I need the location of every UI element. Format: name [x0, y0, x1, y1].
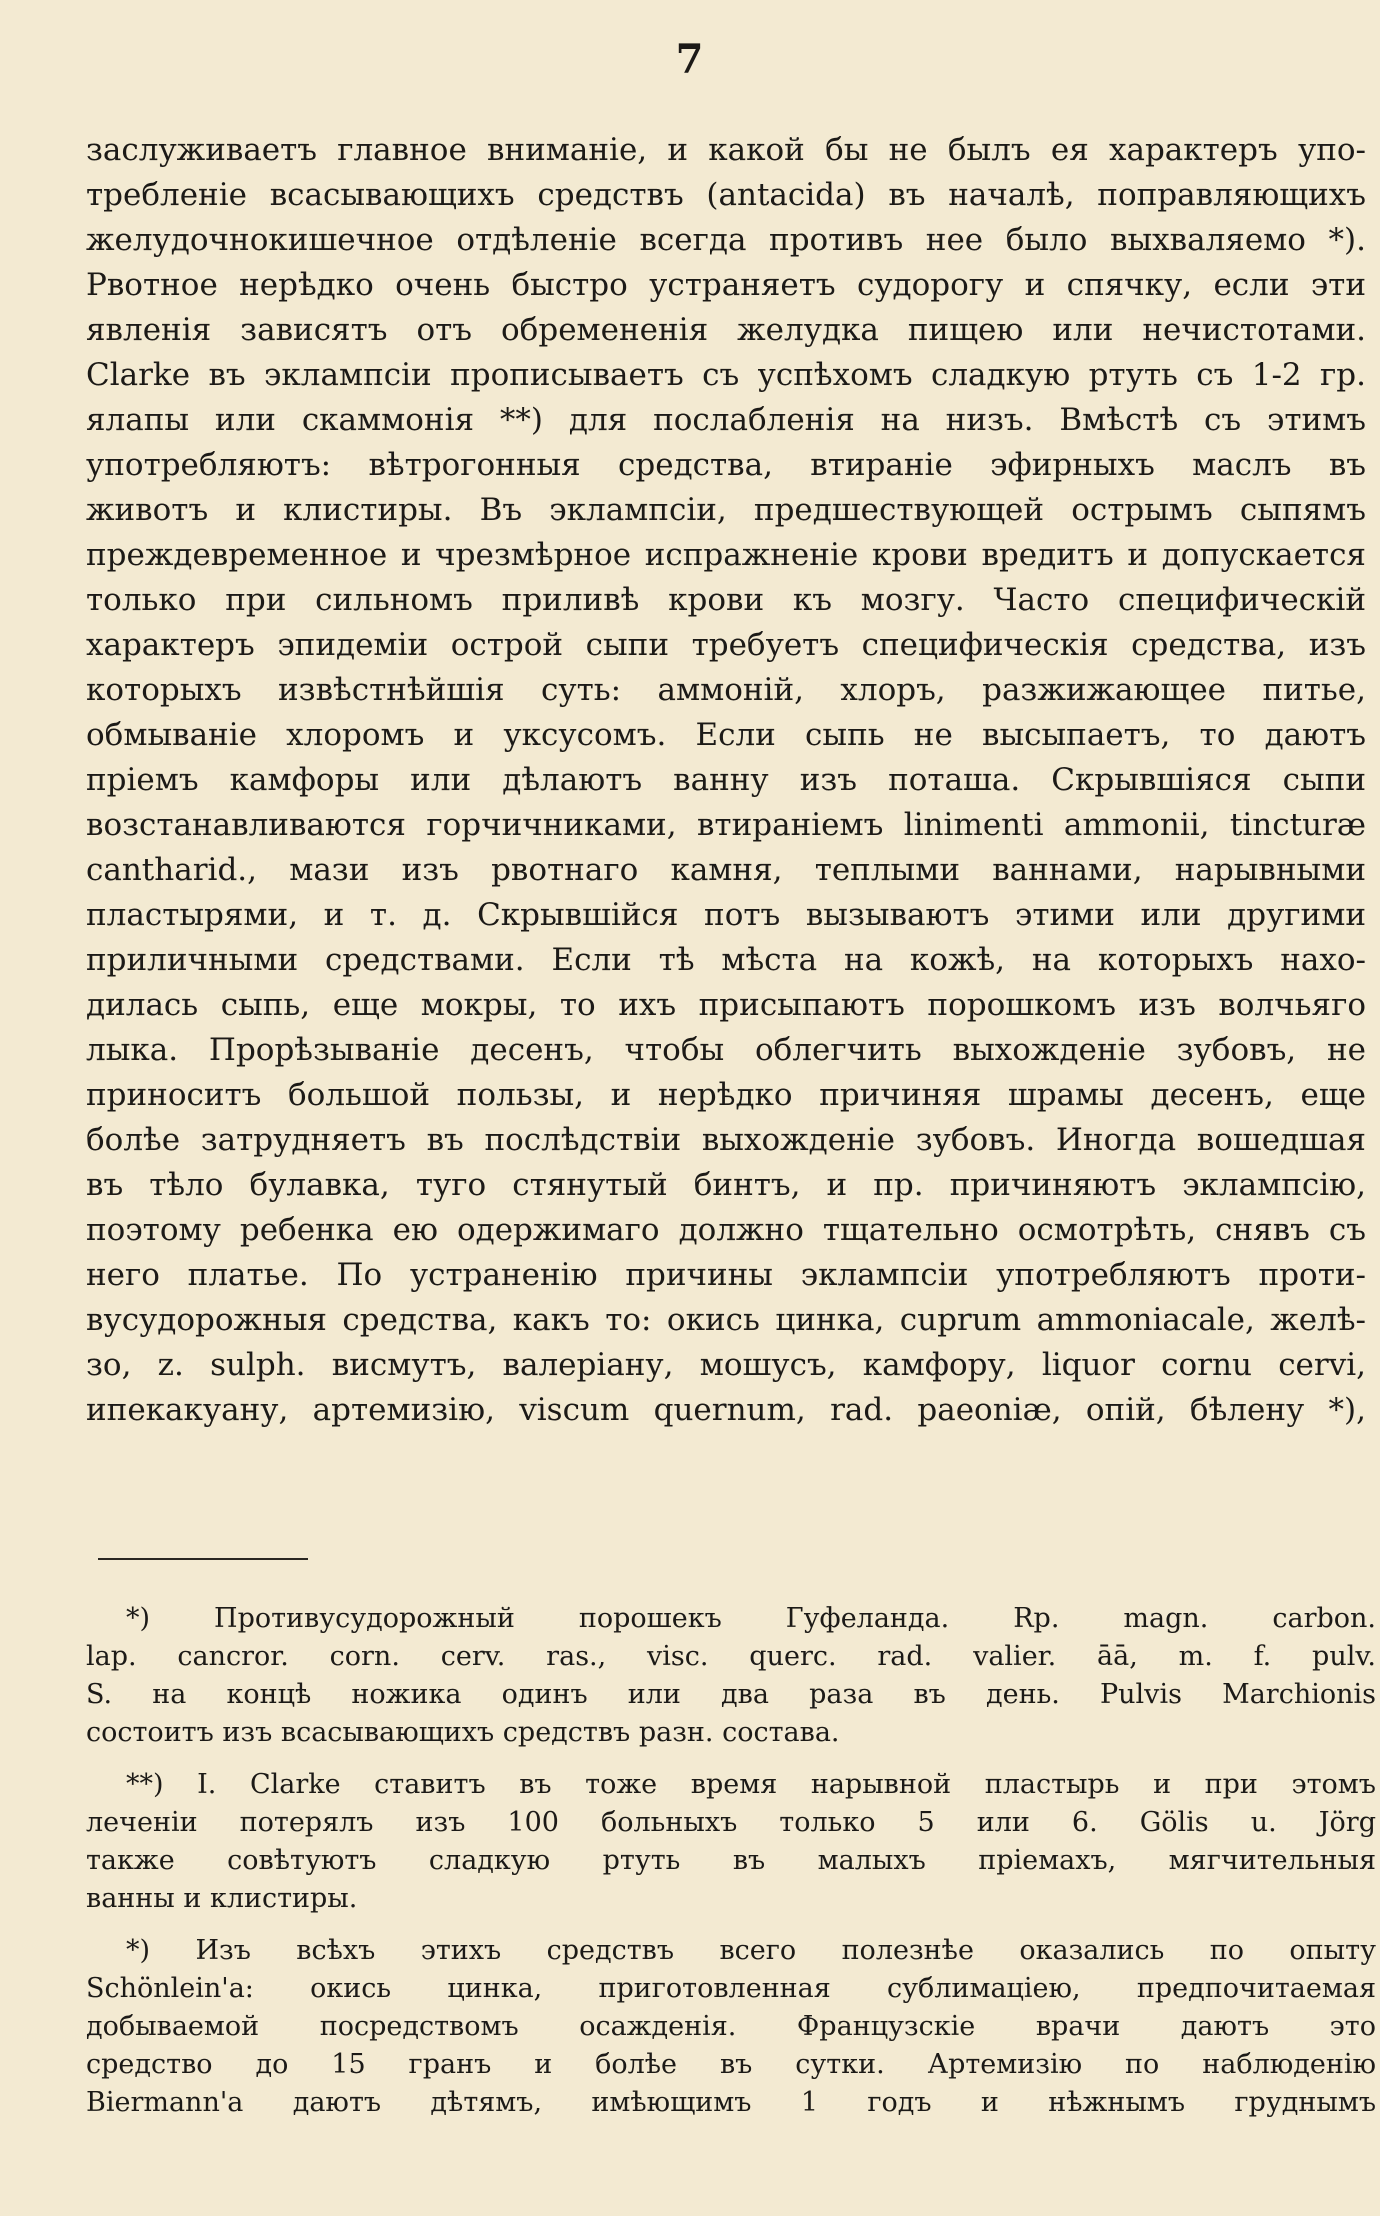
text-line: приноситъ большой пользы, и нерѣдко причиняя шрамы деcенъ, еще — [86, 1077, 1366, 1113]
text-line: пластырями, и т. д. Скрывшійся потъ вызываютъ этими или другими — [86, 897, 1366, 933]
text-line: Clarke въ эклампсіи прописываетъ съ успѣхомъ сладкую ртуть съ 1-2 гр. — [86, 357, 1366, 393]
text-line: приличными средствами. Если тѣ мѣста на кожѣ, на которыхъ нахо- — [86, 942, 1366, 978]
text-line: обмываніе хлоромъ и уксусомъ. Если сыпь не высыпаетъ, то даютъ — [86, 717, 1366, 753]
text-line: ялапы или скаммонія **) для послабленія на низъ. Вмѣстѣ съ этимъ — [86, 402, 1366, 438]
text-line: явленія зависятъ отъ обремененія желудка пищею или нечистотами. — [86, 312, 1366, 348]
footnote-line: Biermann'a даютъ дѣтямъ, имѣющимъ 1 годъ и нѣжнымъ груднымъ — [86, 2087, 1376, 2118]
text-line: характеръ эпидеміи острой сыпи требуетъ специфическія средства, изъ — [86, 627, 1366, 663]
text-line: преждевременное и чрезмѣрное испражненіе крови вредитъ и допускается — [86, 537, 1366, 573]
text-line: употребляютъ: вѣтрогонныя средства, втираніе эфирныхъ маслъ въ — [86, 447, 1366, 483]
text-line: заслуживаетъ главное вниманіе, и какой бы не былъ ея характеръ упо- — [86, 132, 1366, 168]
footnote-line: *) Изъ всѣхъ этихъ средствъ всего полезнѣе оказались по опыту — [126, 1935, 1376, 1966]
footnote-line: S. на концѣ ножика одинъ или два раза въ день. Pulvis Marchionis — [86, 1679, 1376, 1710]
text-line: которыхъ извѣстнѣйшія суть: аммоній, хлоръ, разжижающее питье, — [86, 672, 1366, 708]
text-line: Рвотное нерѣдко очень быстро устраняетъ судорогу и спячку, если эти — [86, 267, 1366, 303]
text-line: болѣе затрудняетъ въ послѣдствіи выхожденіе зубовъ. Иногда вошедшая — [86, 1122, 1366, 1158]
footnote-line: **) I. Clarke ставитъ въ тоже время нарывной пластырь и при этомъ — [126, 1769, 1376, 1800]
text-line: желудочнокишечное отдѣленіе всегда противъ нее было выхваляемо *). — [86, 222, 1366, 258]
text-line: въ тѣло булавка, туго стянутый бинтъ, и пр. причиняютъ эклампсію, — [86, 1167, 1366, 1203]
text-line: зо, z. sulph. висмутъ, валеріану, мошусъ, камфору, liquor cornu cervi, — [86, 1347, 1366, 1383]
footnote-line: леченіи потерялъ изъ 100 больныхъ только 5 или 6. Gölis u. Jörg — [86, 1807, 1376, 1838]
footnote-line: средство до 15 гранъ и болѣе въ сутки. Артемизію по наблюденію — [86, 2049, 1376, 2080]
text-line: ипекакуану, артемизію, viscum quernum, rad. paeoniæ, опій, бѣлену *), — [86, 1392, 1366, 1428]
footnote-line: *) Противусудорожный порошекъ Гуфеланда. Rp. magn. carbon. — [126, 1603, 1376, 1634]
footnote-divider — [98, 1558, 308, 1560]
main-text-block — [86, 128, 1366, 1433]
page-number: 7 — [675, 36, 705, 83]
footnotes-block — [86, 1600, 1376, 2136]
footnote-2 — [86, 1766, 1376, 1918]
footnote-line: также совѣтуютъ сладкую ртуть въ малыхъ пріемахъ, мягчительныя — [86, 1845, 1376, 1876]
text-line: возстанавливаются горчичниками, втираніемъ linimenti ammonii, tincturæ — [86, 807, 1366, 843]
text-line: лыка. Прорѣзываніе деcенъ, чтобы облегчить выхожденіе зубовъ, не — [86, 1032, 1366, 1068]
text-line: пріемъ камфоры или дѣлаютъ ванну изъ поташа. Скрывшіяся сыпи — [86, 762, 1366, 798]
text-line: требленіе всасывающихъ средствъ (antacida) въ началѣ, поправляющихъ — [86, 177, 1366, 213]
footnote-line: добываемой посредствомъ осажденія. Французскіе врачи даютъ это — [86, 2011, 1376, 2042]
text-line: него платье. По устраненію причины эклампсіи употребляютъ проти- — [86, 1257, 1366, 1293]
text-line: животъ и клистиры. Въ эклампсіи, предшествующей острымъ сыпямъ — [86, 492, 1366, 528]
footnote-line: Schönlein'a: окись цинка, приготовленная сублимаціею, предпочитаемая — [86, 1973, 1376, 2004]
text-line: cantharid., мази изъ рвотнаго камня, теплыми ваннами, нарывными — [86, 852, 1366, 888]
text-line: только при сильномъ приливѣ крови къ мозгу. Часто специфическій — [86, 582, 1366, 618]
footnote-line: ванны и клистиры. — [86, 1883, 358, 1914]
footnote-line: lap. cancror. corn. cerv. ras., visc. querc. rad. valier. āā, m. f. pulv. — [86, 1641, 1376, 1672]
text-line: дилась сыпь, еще мокры, то ихъ присыпаютъ порошкомъ изъ волчьяго — [86, 987, 1366, 1023]
text-line: поэтому ребенка ею одержимаго должно тщательно осмотрѣть, снявъ съ — [86, 1212, 1366, 1248]
footnote-1 — [86, 1600, 1376, 1752]
footnote-3 — [86, 1932, 1376, 2122]
footnote-line: состоитъ изъ всасывающихъ средствъ разн. состава. — [86, 1717, 840, 1748]
text-line: вусудорожныя средства, какъ то: окись цинка, cuprum ammoniacale, желѣ- — [86, 1302, 1366, 1338]
